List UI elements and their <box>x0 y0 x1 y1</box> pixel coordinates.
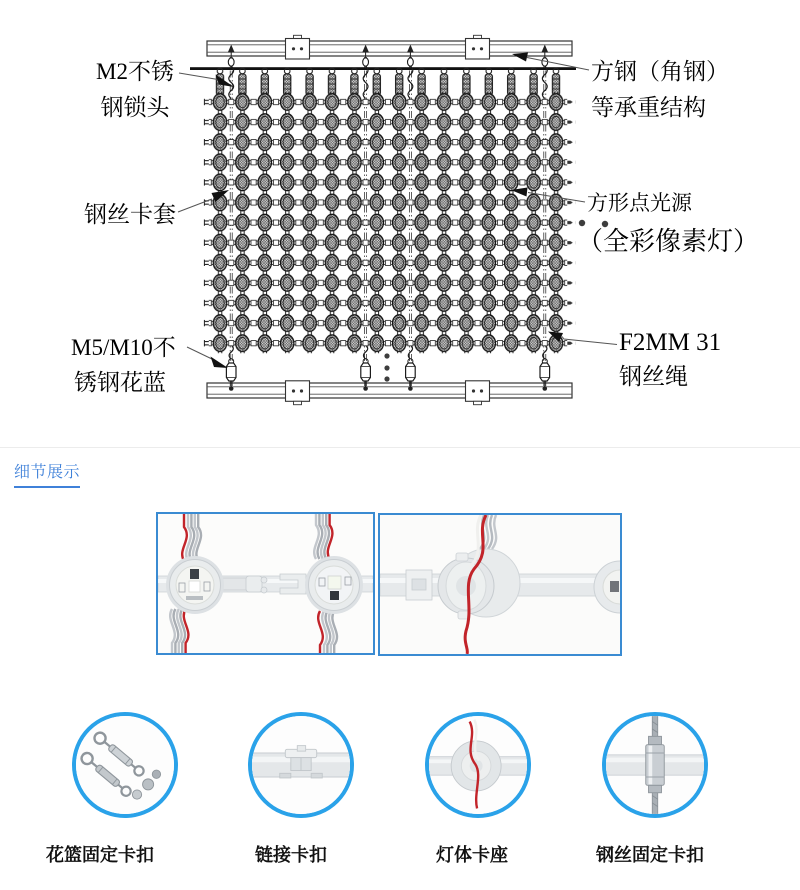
caption-lamp-holder: 灯体卡座 <box>436 845 508 865</box>
details-section-link[interactable]: 细节展示 <box>14 459 80 488</box>
label-m2-lock-line2: 钢锁头 <box>100 95 170 120</box>
feature-circle-link-clip <box>248 712 354 818</box>
row-right-ends <box>567 92 575 353</box>
led-pixel-module <box>305 556 363 614</box>
label-m5-turnbuckle-line1: M5/M10不 <box>71 335 176 360</box>
rail-clamp <box>466 35 490 59</box>
feature-circle-wire-clamp <box>602 712 708 818</box>
label-wire-ferrule: 钢丝卡套 <box>84 202 176 227</box>
wire-clamp-photo-icon <box>606 716 704 814</box>
label-point-light-line1: 方形点光源 <box>587 191 692 215</box>
lamp-holder-photo-icon <box>380 515 620 654</box>
lamp-holder-seat-photo-icon <box>429 716 527 814</box>
turnbuckle-photo-icon <box>76 716 174 814</box>
label-square-steel-line1: 方钢（角钢） <box>591 59 729 84</box>
label-m5-turnbuckle-line2: 锈钢花蓝 <box>74 370 166 395</box>
rail-clamp <box>466 381 490 405</box>
feature-circle-turnbuckle <box>72 712 178 818</box>
caption-link-clip: 链接卡扣 <box>255 845 327 865</box>
caption-wire-fixing-clip: 钢丝固定卡扣 <box>596 845 704 865</box>
bottom-rail <box>207 381 572 405</box>
module-connection-photo-icon <box>158 514 373 653</box>
detail-photo-lamp-holder <box>378 513 622 656</box>
rail-clamp <box>286 381 310 405</box>
label-point-light-line2: （全彩像素灯） <box>577 227 760 256</box>
caption-turnbuckle-clip: 花篮固定卡扣 <box>46 845 154 865</box>
feature-circle-lamp-holder <box>425 712 531 818</box>
label-wire-rope-line1: F2MM 31 <box>619 329 722 356</box>
pixel-grid <box>209 92 567 353</box>
link-clip-photo-icon <box>252 716 350 814</box>
led-pixel-module <box>166 556 224 614</box>
section-divider <box>0 447 800 448</box>
label-wire-rope-line2: 钢丝绳 <box>619 364 688 389</box>
detail-photo-module-connection <box>156 512 375 655</box>
label-square-steel-line2: 等承重结构 <box>591 95 706 120</box>
rail-clamp <box>286 35 310 59</box>
label-m2-lock-line1: M2不锈 <box>96 59 174 84</box>
